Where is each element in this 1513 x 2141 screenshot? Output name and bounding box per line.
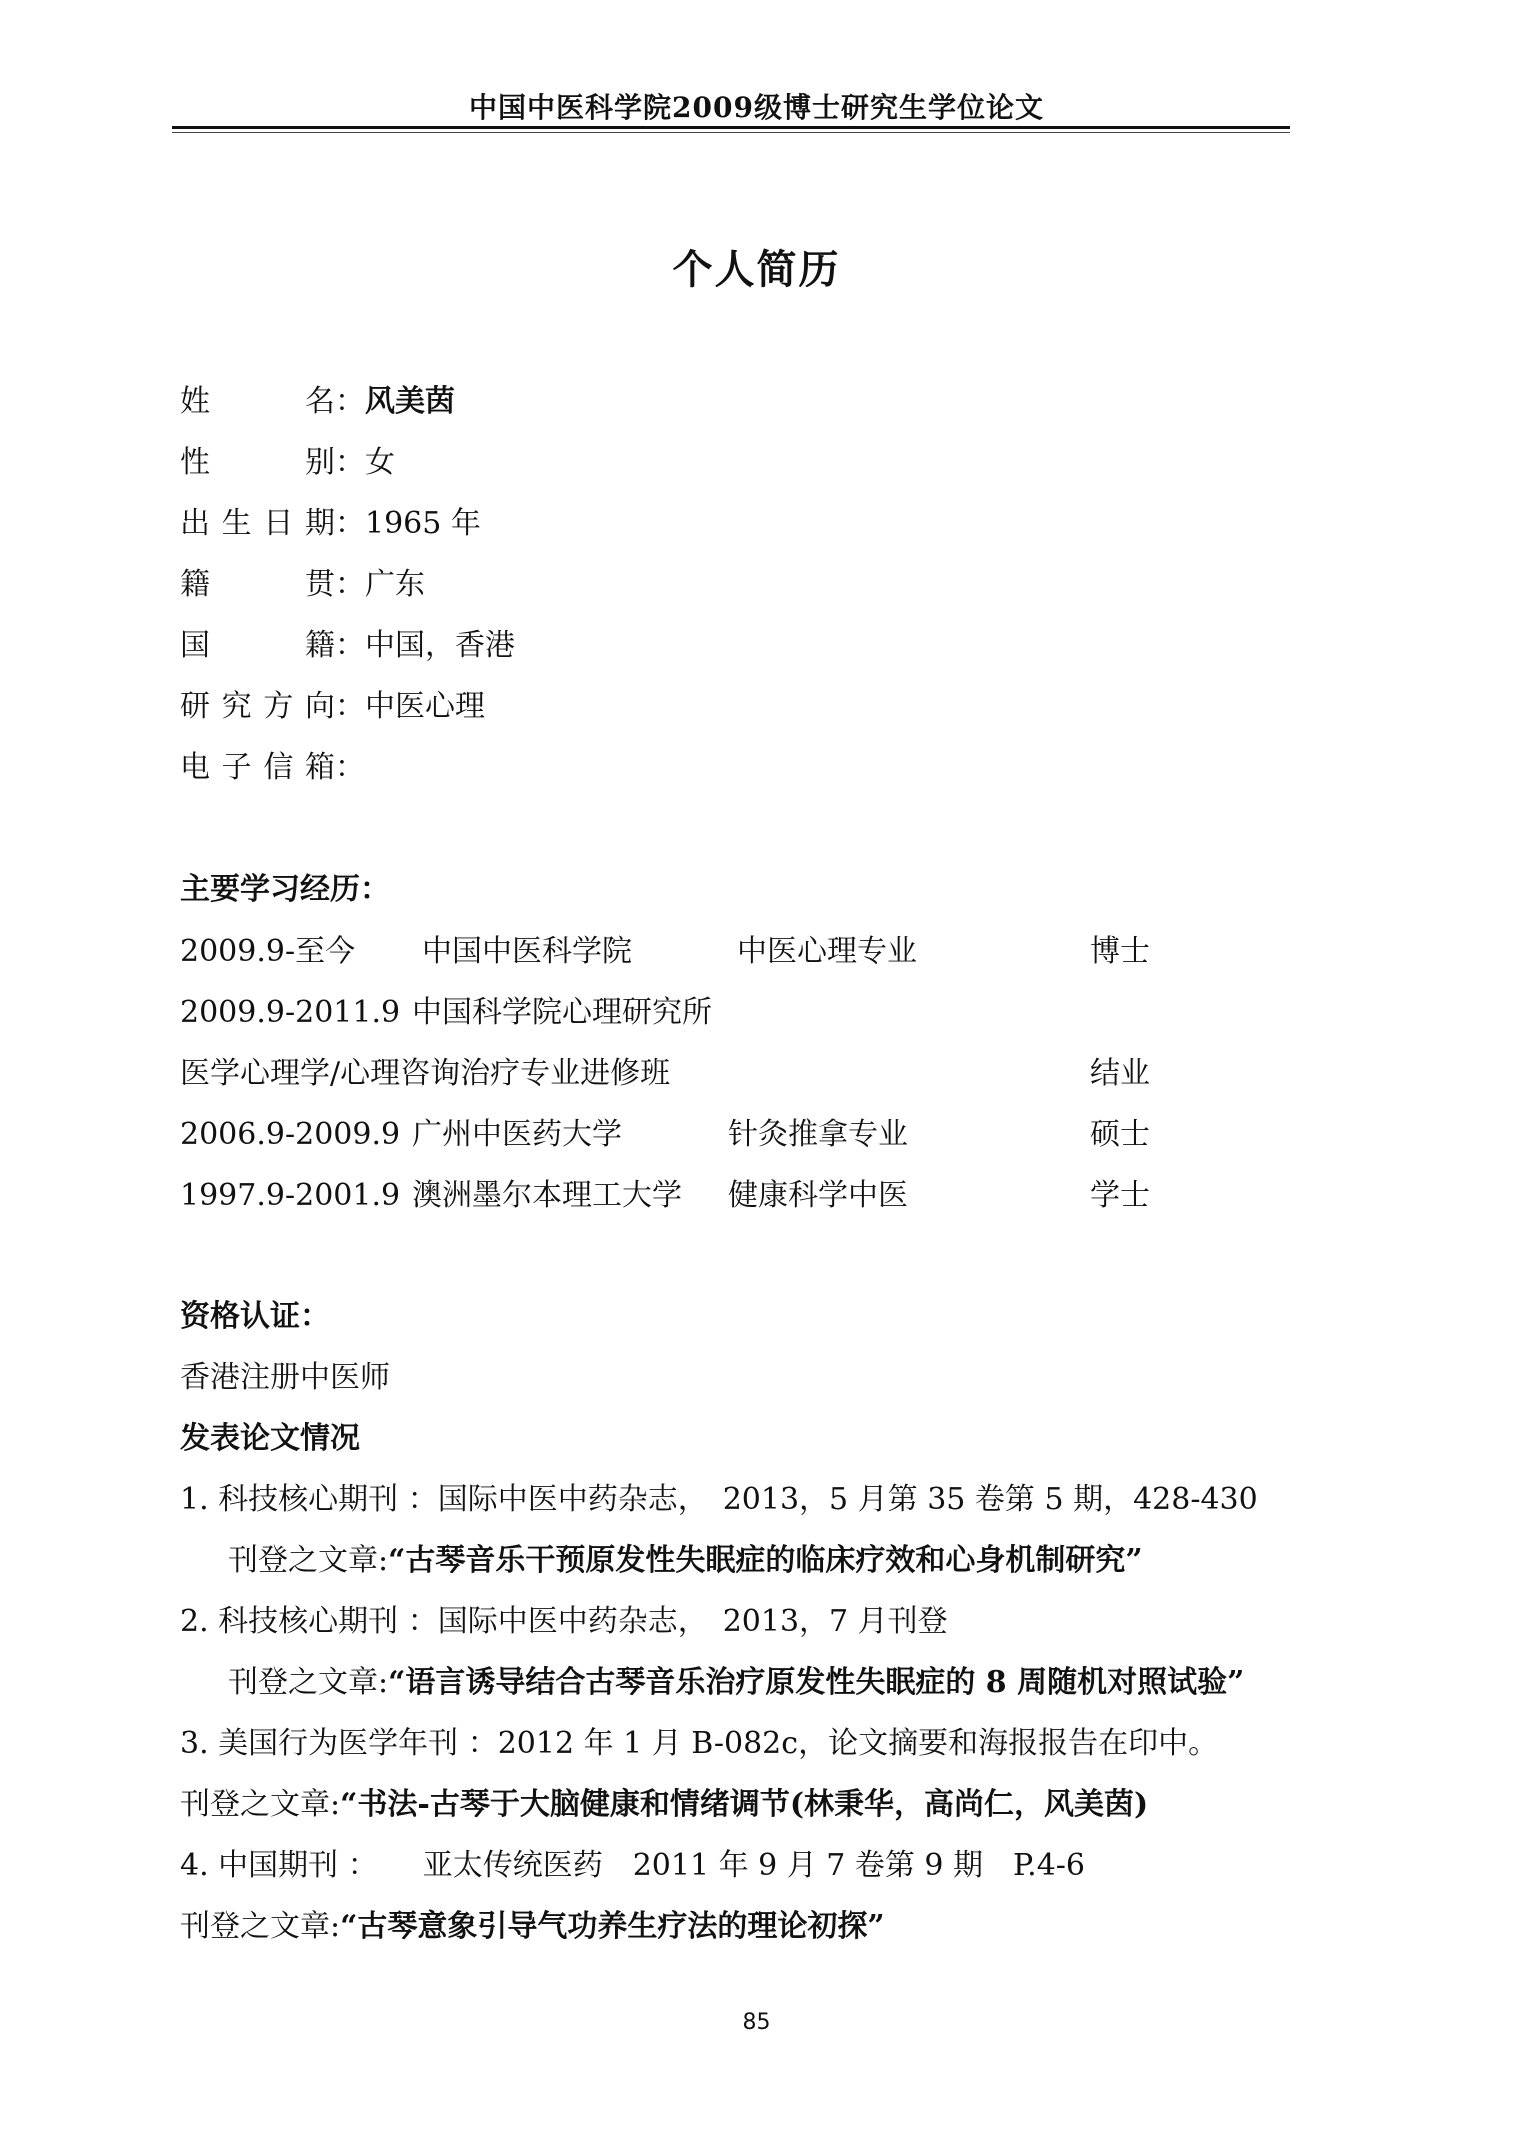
profile-label: 研究方向: [180, 689, 335, 724]
profile-gender-row: [180, 443, 395, 483]
profile-value: 中医心理: [365, 689, 485, 724]
header-rule-thin: [172, 132, 1290, 133]
publication-article-title: “古琴意象引导气功养生疗法的理论初探”: [340, 1909, 885, 1944]
publications-heading: 发表论文情况: [180, 1421, 360, 1456]
profile-label: 出生日期: [180, 506, 335, 541]
publication-article-title: “古琴音乐干预原发性失眠症的临床疗效和心身机制研究”: [388, 1543, 1143, 1578]
education-institution: 澳洲墨尔本理工大学: [412, 1178, 682, 1213]
education-period: 2009.9-至今: [180, 934, 356, 969]
page-number: 85: [742, 2010, 771, 2035]
profile-label: 国 籍: [180, 628, 335, 663]
publication-article-label: 刊登之文章:: [228, 1665, 389, 1700]
profile-value: 中国，香港: [365, 628, 515, 663]
education-major: 健康科学中医: [728, 1178, 908, 1213]
publication-article-title: “书法-古琴于大脑健康和情绪调节(林秉华，高尚仁，风美茵): [340, 1787, 1149, 1822]
profile-name-row: [180, 382, 455, 422]
education-degree: 结业: [1090, 1056, 1150, 1091]
profile-birth-row: [180, 504, 481, 544]
education-major: 针灸推拿专业: [728, 1117, 908, 1152]
publication-citation: 4. 中国期刊 ： 亚太传统医药 2011 年 9 月 7 卷第 9 期 P.4-6: [180, 1848, 1086, 1883]
profile-nationality-row: [180, 626, 515, 666]
profile-sep: ：: [335, 445, 365, 480]
education-institution: 广州中医药大学: [412, 1117, 622, 1152]
education-major: 中医心理专业: [737, 934, 917, 969]
publication-article-title: “语言诱导结合古琴音乐治疗原发性失眠症的 8 周随机对照试验”: [388, 1665, 1245, 1700]
profile-sep: ：: [335, 750, 365, 785]
profile-sep: ：: [335, 567, 365, 602]
qualification-item: 香港注册中医师: [180, 1360, 390, 1395]
profile-sep: ：: [335, 384, 365, 419]
education-period: 1997.9-2001.9: [180, 1178, 401, 1213]
education-period: 2006.9-2009.9: [180, 1117, 401, 1152]
publication-article: [180, 1907, 885, 1947]
education-period: 2009.9-2011.9: [180, 995, 401, 1030]
education-degree: 学士: [1090, 1178, 1150, 1213]
publication-article: [228, 1663, 1244, 1703]
publication-citation: 3. 美国行为医学年刊 ：2012 年 1 月 B-082c，论文摘要和海报报告在印中。: [180, 1726, 1219, 1761]
profile-label: 籍 贯: [180, 567, 335, 602]
education-institution: 中国科学院心理研究所: [412, 995, 712, 1030]
publication-citation: 2. 科技核心期刊 ：国际中医中药杂志， 2013，7 月刊登: [180, 1604, 948, 1639]
publication-article-label: 刊登之文章:: [180, 1787, 341, 1822]
profile-origin-row: [180, 565, 425, 605]
publication-article-label: 刊登之文章:: [180, 1909, 341, 1944]
header-rule: [172, 126, 1290, 129]
publication-article-label: 刊登之文章:: [228, 1543, 389, 1578]
profile-value: 女: [365, 445, 395, 480]
education-degree: 博士: [1090, 934, 1150, 969]
profile-email-row: [180, 748, 365, 788]
profile-label: 电子信箱: [180, 750, 335, 785]
publication-article: [180, 1785, 1148, 1825]
profile-sep: ：: [335, 506, 365, 541]
profile-label: 性 别: [180, 445, 335, 480]
education-degree: 硕士: [1090, 1117, 1150, 1152]
education-period: 医学心理学/心理咨询治疗专业进修班: [180, 1056, 671, 1091]
profile-value: 风美茵: [365, 384, 455, 419]
running-header: 中国中医科学院2009级博士研究生学位论文: [469, 91, 1044, 124]
profile-sep: ：: [335, 689, 365, 724]
profile-sep: ：: [335, 628, 365, 663]
publication-article: [228, 1541, 1143, 1581]
qualification-heading: 资格认证：: [180, 1299, 330, 1334]
profile-value: 广东: [365, 567, 425, 602]
education-institution: 中国中医科学院: [422, 934, 632, 969]
education-heading: 主要学习经历：: [180, 872, 390, 907]
profile-label: 姓 名: [180, 384, 335, 419]
profile-research-row: [180, 687, 485, 727]
page-title: 个人简历: [672, 246, 841, 293]
publication-citation: 1. 科技核心期刊 ：国际中医中药杂志， 2013，5 月第 35 卷第 5 期，428-430: [180, 1482, 1258, 1517]
profile-value: 1965 年: [365, 506, 481, 541]
